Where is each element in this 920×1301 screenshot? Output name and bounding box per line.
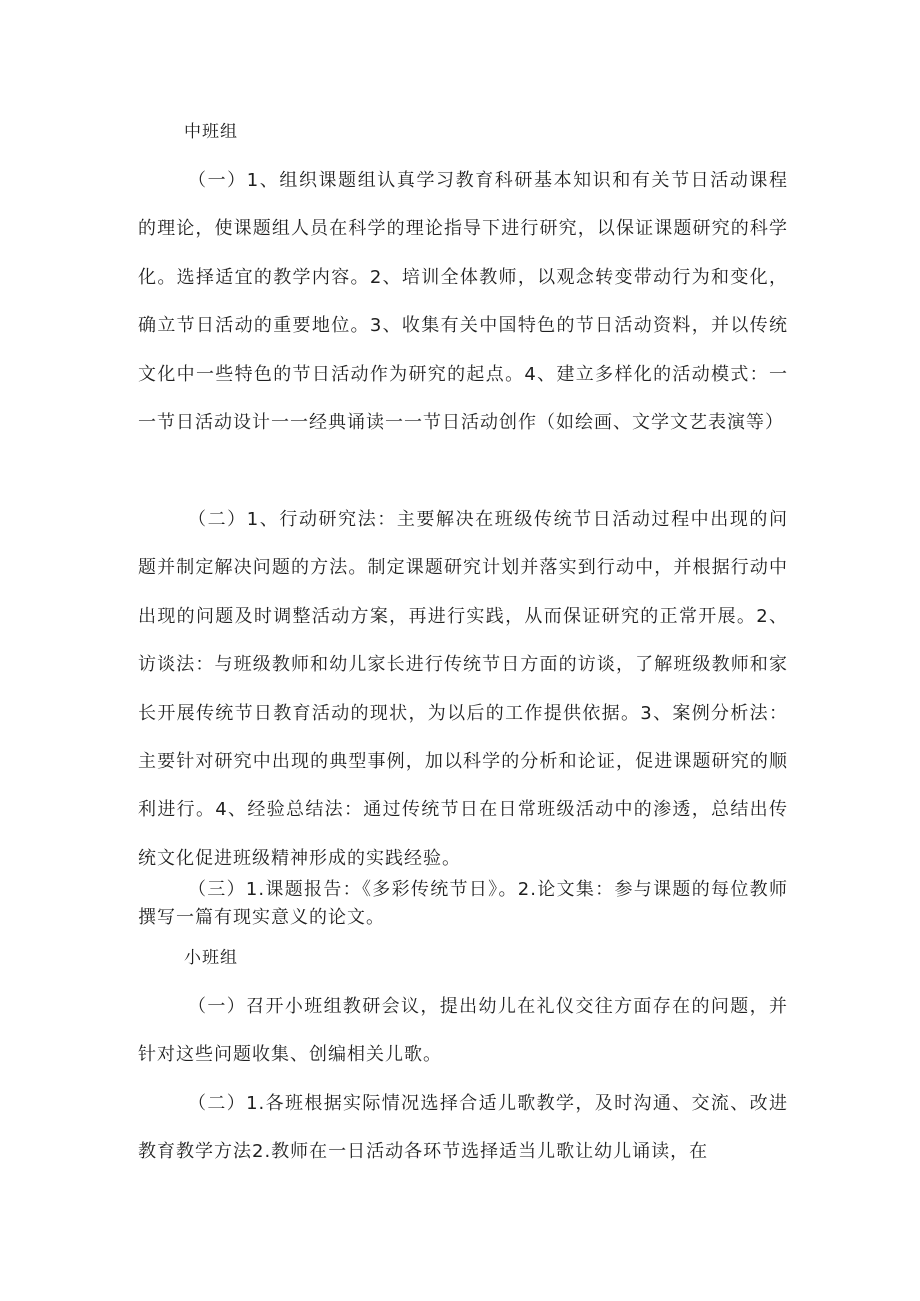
paragraph-middle-3: （三）1.课题报告：《多彩传统节日》。2.论文集：参与课题的每位教师撰写一篇有现实意义的论文。 (138, 879, 788, 928)
paragraph-small-1: （一）召开小班组教研会议，提出幼儿在礼仪交往方面存在的问题，并针对这些问题收集、创编相关儿歌。 (138, 996, 788, 1066)
paragraph-middle-2: （二）1、行动研究法：主要解决在班级传统节日活动过程中出现的问题并制定解决问题的方法。制定课题研究计划并落实到行动中，并根据行动中出现的问题及时调整活动方案，再进行实践，从而保证研究的正常开展。2、访谈法：与班级教师和幼儿家长进行传统节日方面的访谈，了解班级教师和家长开展传统节日教育活动的现状，为以后的工作提供依据。3、案例分析法：主要针对研究中出现的典型事例，加以科学的分析和论证，促进课题研究的顺利进行。4、经验总结法：通过传统节日在日常班级活动中的渗透，总结出传统文化促进班级精神形成的实践经验。 (138, 509, 788, 869)
section-title-small-class: 小班组 (184, 948, 238, 968)
paragraph-small-2: （二）1.各班根据实际情况选择合适儿歌教学，及时沟通、交流、改进教育教学方法2.教师在一日活动各环节选择适当儿歌让幼儿诵读，在 (138, 1093, 788, 1163)
section-title-middle-class: 中班组 (184, 122, 238, 142)
paragraph-middle-1: （一）1、组织课题组认真学习教育科研基本知识和有关节日活动课程的理论，使课题组人员在科学的理论指导下进行研究，以保证课题研究的科学化。选择适宜的教学内容。2、培训全体教师，以观念转变带动行为和变化，确立节日活动的重要地位。3、收集有关中国特色的节日活动资料，并以传统文化中一些特色的节日活动作为研究的起点。4、建立多样化的活动模式：一一节日活动设计一一经典诵读一一节日活动创作（如绘画、文学文艺表演等） (138, 170, 788, 434)
